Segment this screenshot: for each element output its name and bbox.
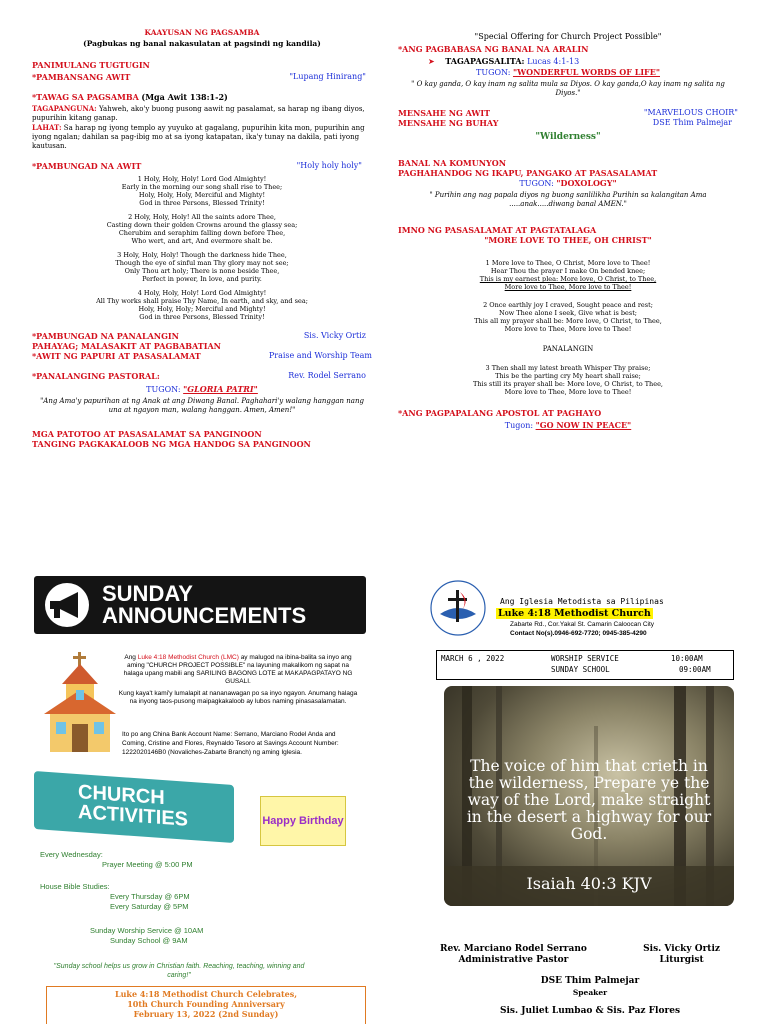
service-1: WORSHIP SERVICE: [551, 654, 619, 663]
service-2-time: 09:00AM: [679, 665, 711, 674]
sermon-title: "Wilderness": [535, 132, 601, 142]
pastoral-by: Rev. Rodel Serrano: [288, 371, 366, 380]
wonderful-title: "WONDERFUL WORDS OF LIFE": [512, 67, 660, 77]
liturgist-name: Sis. Vicky Ortiz: [643, 944, 720, 954]
tugon-label-2: TUGON:: [475, 68, 511, 77]
mensahe-buhay-by: DSE Thim Palmejar: [652, 118, 732, 127]
announcement-para-2: Kung kaya't kami'y lumalapit at nananawagan po sa inyo ngayon. Anumang halaga na inyong taos-pusong maipagkakaloob ay lubos naming pinasasalamatan.: [118, 690, 358, 705]
hymn-holy: 1 Holy, Holy, Holy! Lord God Almighty! Early in the morning our song shall rise to Thee; Holy, Holy, Holy, Merciful and Mighty! God in three Persons, Blessed Trinity! 2 Holy, Holy, Holy! All the saints adore Thee, Casting down their golden Crowns around the glassy sea; Cherubim and seraphim falling down before Thee, Who wert, and art, And evermore shalt be. 3 Holy, Holy, Holy! Though the darkness hide Thee, Though the eye of sinful man Thy glory may not see; Only Thou art holy; There is none beside Thee, Perfect in power, In love, and purity. 4 Holy, Holy, Holy! Lord God Almighty! All Thy works shall praise Thy Name, In earth, and sky, and sea; Holy, Holy, Holy; Merciful and Mighty! God in three Persons, Blessed Trinity!: [96, 175, 308, 321]
tagapanguna-text: Yahweh, ako'y buong pusong aawit ng pasalamat, sa harap ng ibang diyos, pupurihin kitang ganap.: [32, 105, 365, 122]
mensahe-awit-by: "MARVELOUS CHOIR": [643, 108, 738, 117]
tugon-label-4: Tugon:: [504, 421, 534, 430]
prayer-meeting: Prayer Meeting @ 5:00 PM: [102, 860, 193, 869]
tanging: TANGING PAGKAKALOOB NG MGA HANDOG SA PANGINOON: [32, 439, 311, 449]
church-illustration: [40, 650, 120, 756]
officers: [440, 944, 740, 1017]
awit-papuri-by: Praise and Worship Team: [268, 351, 372, 360]
announcements-title: SUNDAY ANNOUNCEMENTS: [102, 581, 307, 628]
pambungad-panalangin: *PAMBUNGAD NA PANALANGIN: [32, 331, 179, 341]
pastoral: *PANALANGING PASTORAL:: [32, 371, 160, 381]
service-schedule: [436, 650, 734, 680]
worship-service: Sunday Worship Service @ 10AM: [90, 926, 204, 935]
announcement-bank: Ito po ang China Bank Account Name: Serrano, Marciano Rodel Anda and Coming, Cristine and Flores, Reynaldo Tesoro at Savings Account Number: 1222020146B0 (Novaliches-Zabarte Branch) ng aming Iglesia.: [122, 731, 339, 756]
komunyon: BANAL NA KOMUNYON: [398, 158, 507, 168]
tugon-label-3: TUGON:: [519, 179, 554, 188]
house-bible: House Bible Studies:: [40, 882, 110, 891]
methodist-logo: [430, 580, 486, 636]
birthday-text: Happy Birthday: [262, 815, 344, 827]
panimulang: PANIMULANG TUGTUGIN: [32, 60, 150, 70]
go-now-title: "GO NOW IN PEACE": [535, 420, 632, 430]
liturgist-role: Liturgist: [659, 955, 704, 965]
tawag: *TAWAG SA PAGSAMBA: [32, 92, 139, 102]
imno-title: "MORE LOVE TO THEE, OH CHRIST": [484, 235, 652, 245]
org-name: Ang Iglesia Metodista sa Pilipinas: [500, 597, 664, 606]
announcement-para-1: Ang Luke 4:18 Methodist Church (LMC) ay malugod na ibina-balita sa inyo ang aming "CHURCH PROJECT POSSIBLE" na layuning makalikom ng sapat na halaga upang mabili ang SARILING BAGONG LOTE at MAKAPAGPATAYO NG GUSALI.: [123, 654, 353, 685]
tagapagsalita-ref: Lucas 4:1-13: [527, 57, 580, 66]
gloria-title: "GLORIA PATRI": [183, 384, 258, 394]
lahat-text: Sa harap ng iyong templo ay yuyuko at gagalang, pupurihin kita mon, pupurihin ang iyong ngalan; dahilan sa pag-ibig mo at sa iyong katapatan, ika'y tunay na dakila, pati iyong kautusan.: [32, 124, 365, 150]
service-date: MARCH 6 , 2022: [441, 654, 505, 663]
bottom-names: Sis. Juliet Lumbao & Sis. Paz Flores: [499, 1006, 681, 1016]
anniversary-box: Luke 4:18 Methodist Church Celebrates, 10th Church Founding Anniversary February 13, 2022 (2nd Sunday): [46, 986, 366, 1024]
church-activities-title: CHURCH ACTIVITIES: [78, 781, 189, 831]
verse-image: [444, 686, 734, 906]
speaker-role: Speaker: [572, 988, 608, 997]
pagbabasa: *ANG PAGBABASA NG BANAL NA ARALIN: [398, 44, 589, 54]
tawag-ref: (Mga Awit 138:1-2): [141, 92, 228, 102]
special-offering: "Special Offering for Church Project Possible": [474, 32, 662, 41]
pambungad-awit-title: "Holy holy holy": [296, 161, 362, 170]
paghahandog: PAGHAHANDOG NG IKAPU, PANGAKO AT PASASALAMAT: [398, 168, 658, 178]
order-of-worship: [32, 28, 372, 449]
tagapagsalita-label: TAGAPAGSALITA:: [445, 56, 525, 66]
church-name: Luke 4:18 Methodist Church: [498, 608, 651, 619]
pambansang-title: "Lupang Hinirang": [289, 72, 366, 81]
pagpapala: *ANG PAGPAPALANG APOSTOL AT PAGHAYO: [398, 408, 602, 418]
activities-schedule: [40, 850, 260, 946]
panalangin-by: Sis. Vicky Ortiz: [303, 331, 366, 340]
verse-ref: Isaiah 40:3 KJV: [526, 874, 652, 893]
order-heading: KAAYUSAN NG PAGSAMBA: [144, 28, 260, 37]
pambungad-awit: *PAMBUNGAD NA AWIT: [32, 161, 142, 171]
pahayag: PAHAYAG; MALASAKIT AT PAGBABATIAN: [32, 341, 221, 351]
patotoo: MGA PATOTOO AT PASASALAMAT SA PANGINOON: [32, 429, 262, 439]
service-1-time: 10:00AM: [671, 654, 703, 663]
birthday-card: [260, 796, 346, 846]
hymn-more-love: 1 More love to Thee, O Christ, More love to Thee! Hear Thou the prayer I make On bended knee; This is my earnest plea: More love, O Christ, to Thee, More love to Thee, More love to Thee! 2 Once earthly joy I craved, Sought peace and rest; Now Thee alone I seek, Give what is best; This all my prayer shall be: More love, O Christ, to Thee, More love to Thee, More love to Thee!: [474, 259, 662, 333]
tagapanguna-label: TAGAPANGUNA:: [32, 104, 97, 113]
pastor-role: Administrative Pastor: [458, 955, 569, 965]
doxology-text: " Purihin ang nag papala diyos ng buong sanlilikha Purihin sa kalangitan Ama .....anak.....diwang banal AMEN.": [429, 191, 707, 208]
sunday-school: Sunday School @ 9AM: [110, 936, 188, 945]
church-activities-banner: [34, 771, 234, 843]
thursday: Every Thursday @ 6PM: [110, 892, 190, 901]
lahat-label: LAHAT:: [32, 123, 62, 132]
megaphone-icon: [38, 582, 96, 628]
verse-text: The voice of him that crieth in the wilderness, Prepare ye the way of the Lord, make straight in the desert a highway for our God.: [466, 757, 712, 843]
doxology-title: "DOXOLOGY": [556, 178, 617, 188]
speaker-name: DSE Thim Palmejar: [540, 976, 640, 986]
order-subheading: (Pagbukas ng banal nakasulatan at pagsindi ng kandila): [83, 39, 321, 48]
sunday-school-quote: "Sunday school helps us grow in Christian faith. Reaching, teaching, winning and caring!": [53, 963, 305, 979]
saturday: Every Saturday @ 5PM: [110, 902, 189, 911]
church-address: Zabarte Rd., Cor.Yakal St. Camarin Caloocan City: [510, 621, 655, 628]
service-2: SUNDAY SCHOOL: [551, 665, 610, 674]
pambansang: *PAMBANSANG AWIT: [32, 72, 131, 82]
hymn-verse-3: 3 Then shall my latest breath Whisper Thy praise; This be the parting cry My heart shall raise; This still its prayer shall be: More love, O Christ, to Thee, More love to Thee, More love to Thee!: [473, 364, 663, 396]
gloria-text: "Ang Ama'y papurihan at ng Anak at ang Diwang Banal. Paghahari'y walang hanggan nang una at ngayon man, walang hanggan. Amen, Amen!": [40, 397, 364, 414]
pastor-name: Rev. Marciano Rodel Serrano: [440, 944, 587, 954]
wonderful-text: " O kay ganda, O kay inam ng salita mula sa Diyos. O kay ganda,O kay inam ng salita ng Diyos.": [411, 80, 725, 97]
mensahe-awit: MENSAHE NG AWIT: [398, 108, 491, 118]
panalangin-label: PANALANGIN: [542, 345, 594, 353]
every-wed: Every Wednesday:: [40, 850, 103, 859]
awit-papuri: *AWIT NG PAPURI AT PASASALAMAT: [32, 351, 201, 361]
mensahe-buhay: MENSAHE NG BUHAY: [398, 118, 499, 128]
imno: IMNO NG PASASALAMAT AT PAGTATALAGA: [398, 225, 597, 235]
church-contact: Contact No(s).0946-692-7720; 0945-385-4290: [510, 630, 647, 637]
order-of-worship-continued: "Special Offering for Church Project Possible" *ANG PAGBABASA NG BANAL NA ARALIN ➤ TAGAPAGSALITA: Lucas 4:1-13 TUGON: "WONDERFUL WORDS OF LIFE" " O kay ganda, O kay inam ng salita mula sa Diyos. O kay ganda,O kay inam ng salita ng Diyos." MENSAHE NG AWIT "MARVELOUS CHOIR" MENSAHE NG BUHAY DSE Thim Palmejar "Wilderness" BANAL NA KOMUNYON PAGHAHANDOG NG IKAPU, PANGAKO AT PASASALAMAT TUGON: "DOXOLOGY" " Purihin ang nag papala diyos ng buong sanlilikha Purihin sa kalangitan Ama .....anak.....diwang banal AMEN." IMNO NG PASASALAMAT AT PAGTATALAGA "MORE LOVE TO THEE, OH CHRIST" 1 More love to Thee, O Christ, More love to Thee! Hear Thou the prayer I make On bended knee; This is my earnest plea: More love, O Christ, to Thee, More love to Thee, More love to Thee! 2 Once earthly joy I craved, Sought peace and rest; Now Thee alone I seek, Give what is best; This all my prayer shall be: More love, O Christ, to Thee, More love to Thee, More love to Thee! PANALANGIN 3 Then shall my latest breath Whisper Thy praise; This be the parting cry My heart shall raise; This still its prayer shall be: More love, O Christ, to Thee, More love to Thee, More love to Thee! *ANG PAGPAPALANG APOSTOL AT PAGHAYO Tugon: "GO NOW IN PEACE": [398, 32, 738, 430]
announcements-banner: [34, 576, 366, 634]
tugon-label: TUGON:: [146, 385, 181, 394]
